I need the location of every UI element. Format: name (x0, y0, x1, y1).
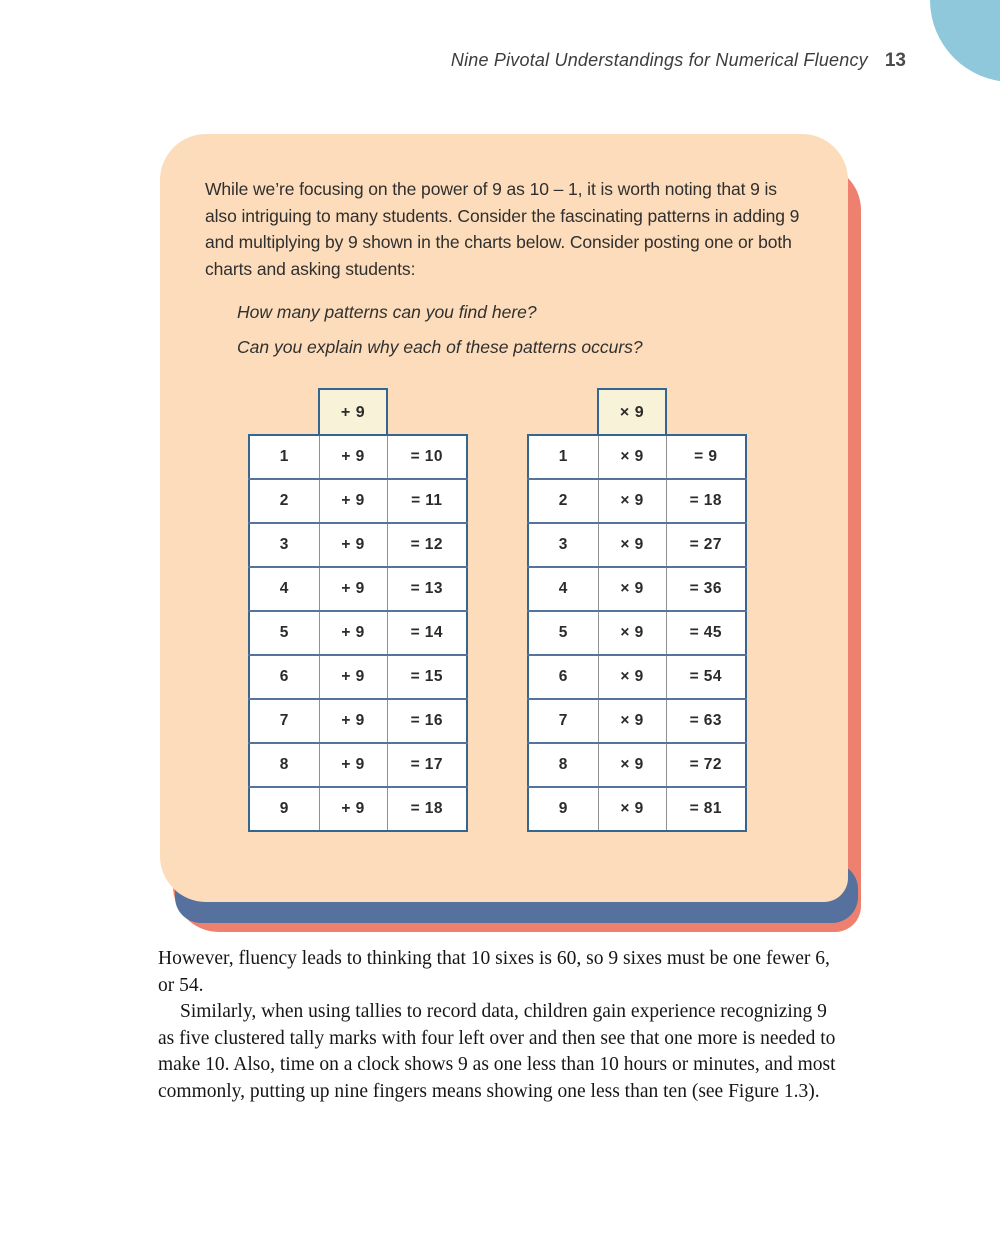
chart-row (528, 479, 746, 523)
chart-cell: 6 (528, 655, 598, 699)
chart-cell: = 15 (387, 655, 467, 699)
chart-row (528, 787, 746, 831)
running-head-title: Nine Pivotal Understandings for Numerical Fluency (450, 50, 868, 70)
chart-cell: + 9 (319, 743, 387, 787)
chart-cell: = 11 (387, 479, 467, 523)
chart-cell: + 9 (319, 699, 387, 743)
chart-cell: = 13 (387, 567, 467, 611)
chart-cell: = 18 (387, 787, 467, 831)
chart-row (528, 655, 746, 699)
chart-cell: = 12 (387, 523, 467, 567)
chart-cell: × 9 (598, 523, 666, 567)
chart-cell: 2 (249, 479, 319, 523)
times-nine-chart (527, 434, 747, 832)
chart-row (528, 567, 746, 611)
chart-cell: 7 (528, 699, 598, 743)
page-number: 13 (884, 50, 906, 71)
chart-row (528, 611, 746, 655)
corner-circle-decoration (930, 0, 1000, 82)
chart-row (249, 523, 467, 567)
body-paragraph-2: Similarly, when using tallies to record data, children gain experience recognizing 9 as five clustered tally marks with four left over and then see that one more is needed to make 10. Also, time on a clock shows 9 as one less than 10 hours or minutes, and most commonly, putting up nine fingers means showing one less than ten (see Figure 1.3). (158, 1001, 836, 1102)
chart-cell: 4 (249, 567, 319, 611)
chart-row (249, 787, 467, 831)
chart-cell: = 17 (387, 743, 467, 787)
chart-row (528, 523, 746, 567)
chart-cell: = 27 (666, 523, 746, 567)
callout-question-2: Can you explain why each of these patterns occurs? (237, 337, 643, 357)
body-text (158, 946, 846, 1105)
chart-cell: + 9 (319, 523, 387, 567)
chart-cell: + 9 (319, 787, 387, 831)
chart-cell: 8 (528, 743, 598, 787)
chart-row (249, 655, 467, 699)
callout-content (160, 134, 848, 360)
chart-cell: 3 (528, 523, 598, 567)
chart-row (249, 479, 467, 523)
chart-cell: 9 (528, 787, 598, 831)
chart-cell: = 45 (666, 611, 746, 655)
chart-cell: 4 (528, 567, 598, 611)
chart-cell: × 9 (598, 567, 666, 611)
chart-row (249, 743, 467, 787)
chart-cell: = 9 (666, 435, 746, 479)
chart-cell: + 9 (319, 655, 387, 699)
chart-cell: × 9 (598, 435, 666, 479)
chart-cell: = 16 (387, 699, 467, 743)
chart-cell: 9 (249, 787, 319, 831)
chart-cell: 5 (528, 611, 598, 655)
chart-cell: + 9 (319, 611, 387, 655)
callout-question-1: How many patterns can you find here? (237, 302, 537, 322)
chart-cell: 1 (558, 448, 568, 465)
chart-cell: 3 (249, 523, 319, 567)
chart-cell: 2 (528, 479, 598, 523)
chart-cell: + 9 (319, 479, 387, 523)
chart-row (528, 743, 746, 787)
chart-cell: = 81 (666, 787, 746, 831)
chart-cell: × 9 (598, 787, 666, 831)
chart-cell: × 9 (598, 655, 666, 699)
chart-cell: × 9 (598, 479, 666, 523)
callout-paragraph: While we’re focusing on the power of 9 as 10 – 1, it is worth noting that 9 is also intriguing to many students. Consider the fascinating patterns in adding 9 and multiplying by 9 shown in the charts below. Consider posting one or both charts and asking students: (205, 179, 800, 279)
chart-cell: = 14 (387, 611, 467, 655)
running-head (451, 50, 906, 72)
chart-cell: × 9 (598, 699, 666, 743)
chart-cell: × 9 (598, 743, 666, 787)
chart-cell: 5 (249, 611, 319, 655)
body-paragraph-1: However, fluency leads to thinking that 10 sixes is 60, so 9 sixes must be one fewer 6, or 54. (158, 948, 830, 996)
callout-surface (160, 134, 848, 902)
chart-cell: × 9 (598, 611, 666, 655)
times-nine-chart-header: × 9 (597, 388, 667, 435)
chart-row (249, 611, 467, 655)
chart-row (249, 567, 467, 611)
chart-cell: 1 (279, 448, 289, 465)
chart-cell: 7 (249, 699, 319, 743)
callout-box (160, 134, 848, 902)
chart-cell: = 63 (666, 699, 746, 743)
chart-cell: = 72 (666, 743, 746, 787)
chart-cell: = 10 (387, 435, 467, 479)
chart-row (249, 435, 467, 479)
chart-row (528, 699, 746, 743)
chart-cell: = 36 (666, 567, 746, 611)
plus-nine-chart-header: + 9 (318, 388, 388, 435)
chart-cell: 6 (249, 655, 319, 699)
chart-row (249, 699, 467, 743)
chart-cell: = 54 (666, 655, 746, 699)
chart-row (528, 435, 746, 479)
chart-cell: = 18 (666, 479, 746, 523)
plus-nine-chart (248, 434, 468, 832)
chart-cell: + 9 (319, 435, 387, 479)
chart-cell: + 9 (319, 567, 387, 611)
chart-cell: 8 (249, 743, 319, 787)
